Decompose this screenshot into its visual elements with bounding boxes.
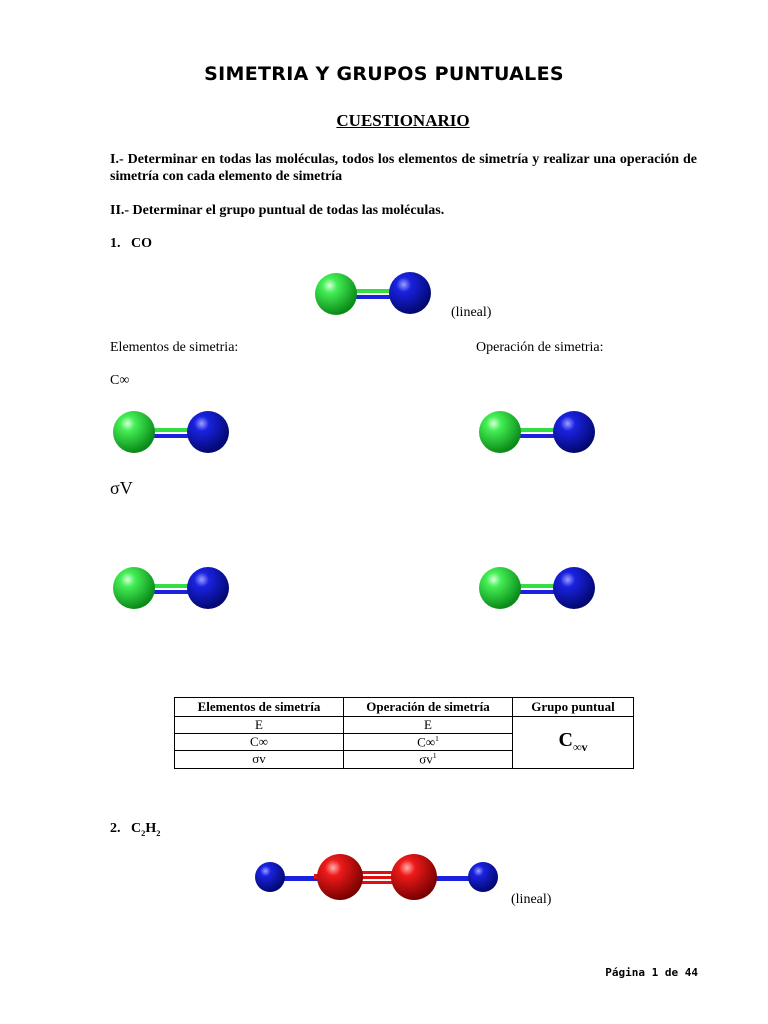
operation-symbol: σv bbox=[419, 751, 433, 767]
hydrogen-atom bbox=[255, 862, 285, 892]
oxygen-atom bbox=[553, 411, 595, 453]
co-molecule-axis-operation bbox=[476, 410, 598, 456]
geometry-label-2: (lineal) bbox=[511, 892, 552, 907]
section-2-number: 2. bbox=[110, 821, 121, 836]
carbon-atom bbox=[479, 411, 521, 453]
section-1-number: 1. bbox=[110, 236, 121, 251]
table-header-row bbox=[175, 698, 634, 717]
section-2-name bbox=[131, 821, 160, 836]
elements-label: Elementos de simetria: bbox=[110, 340, 239, 355]
co-molecule-axis-element bbox=[110, 410, 232, 456]
page-subtitle: CUESTIONARIO bbox=[336, 111, 470, 130]
operation-symbol: C∞ bbox=[417, 734, 436, 750]
operation-label: Operación de simetria: bbox=[476, 340, 604, 355]
operation-superscript: 1 bbox=[432, 751, 437, 761]
page-footer: Página 1 de 44 bbox=[605, 966, 698, 979]
carbon-atom bbox=[113, 411, 155, 453]
formula-subscript: 2 bbox=[141, 828, 146, 838]
formula-c: C bbox=[131, 821, 142, 836]
carbon-atom bbox=[113, 567, 155, 609]
co-molecule-plane-operation bbox=[476, 566, 598, 612]
point-group-subscript: ∞v bbox=[572, 740, 588, 755]
instruction-1: I.- Determinar en todas las moléculas, todos los elementos de simetría y realizar una operación de simetría con cada elemento de simetría bbox=[110, 152, 697, 184]
oxygen-atom bbox=[553, 567, 595, 609]
carbon-atom bbox=[317, 854, 363, 900]
formula-h: H bbox=[145, 821, 157, 836]
oxygen-atom bbox=[187, 567, 229, 609]
axis-symbol: C∞ bbox=[110, 373, 130, 388]
point-group-symbol: C bbox=[558, 729, 573, 752]
geometry-label-1: (lineal) bbox=[451, 305, 492, 320]
section-2-heading bbox=[110, 820, 160, 842]
instruction-2: II.- Determinar el grupo puntual de todas las moléculas. bbox=[110, 203, 445, 218]
header-operation: Operación de simetría bbox=[344, 698, 513, 717]
cell-operation: E bbox=[344, 717, 513, 734]
header-point-group: Grupo puntual bbox=[513, 698, 634, 717]
cell-operation bbox=[344, 734, 513, 751]
oxygen-atom bbox=[187, 411, 229, 453]
c2h2-molecule bbox=[254, 852, 502, 904]
cell-element: C∞ bbox=[175, 734, 344, 751]
point-group-cell bbox=[513, 717, 634, 769]
page-title: SIMETRIA Y GRUPOS PUNTUALES bbox=[204, 63, 564, 85]
cell-element: E bbox=[175, 717, 344, 734]
carbon-atom bbox=[391, 854, 437, 900]
co-molecule-main bbox=[312, 271, 434, 317]
header-elements: Elementos de simetría bbox=[175, 698, 344, 717]
carbon-atom bbox=[479, 567, 521, 609]
section-1-heading bbox=[110, 235, 152, 252]
carbon-atom bbox=[315, 273, 357, 315]
operation-superscript: 1 bbox=[435, 734, 439, 743]
co-molecule-plane-element bbox=[110, 566, 232, 612]
hydrogen-atom bbox=[468, 862, 498, 892]
formula-subscript: 2 bbox=[156, 828, 161, 838]
plane-symbol: σV bbox=[110, 478, 133, 498]
cell-element: σv bbox=[175, 751, 344, 768]
table-row bbox=[175, 717, 634, 734]
symmetry-table bbox=[174, 697, 634, 769]
section-1-name: CO bbox=[131, 236, 152, 251]
cell-operation bbox=[344, 751, 513, 768]
oxygen-atom bbox=[389, 272, 431, 314]
